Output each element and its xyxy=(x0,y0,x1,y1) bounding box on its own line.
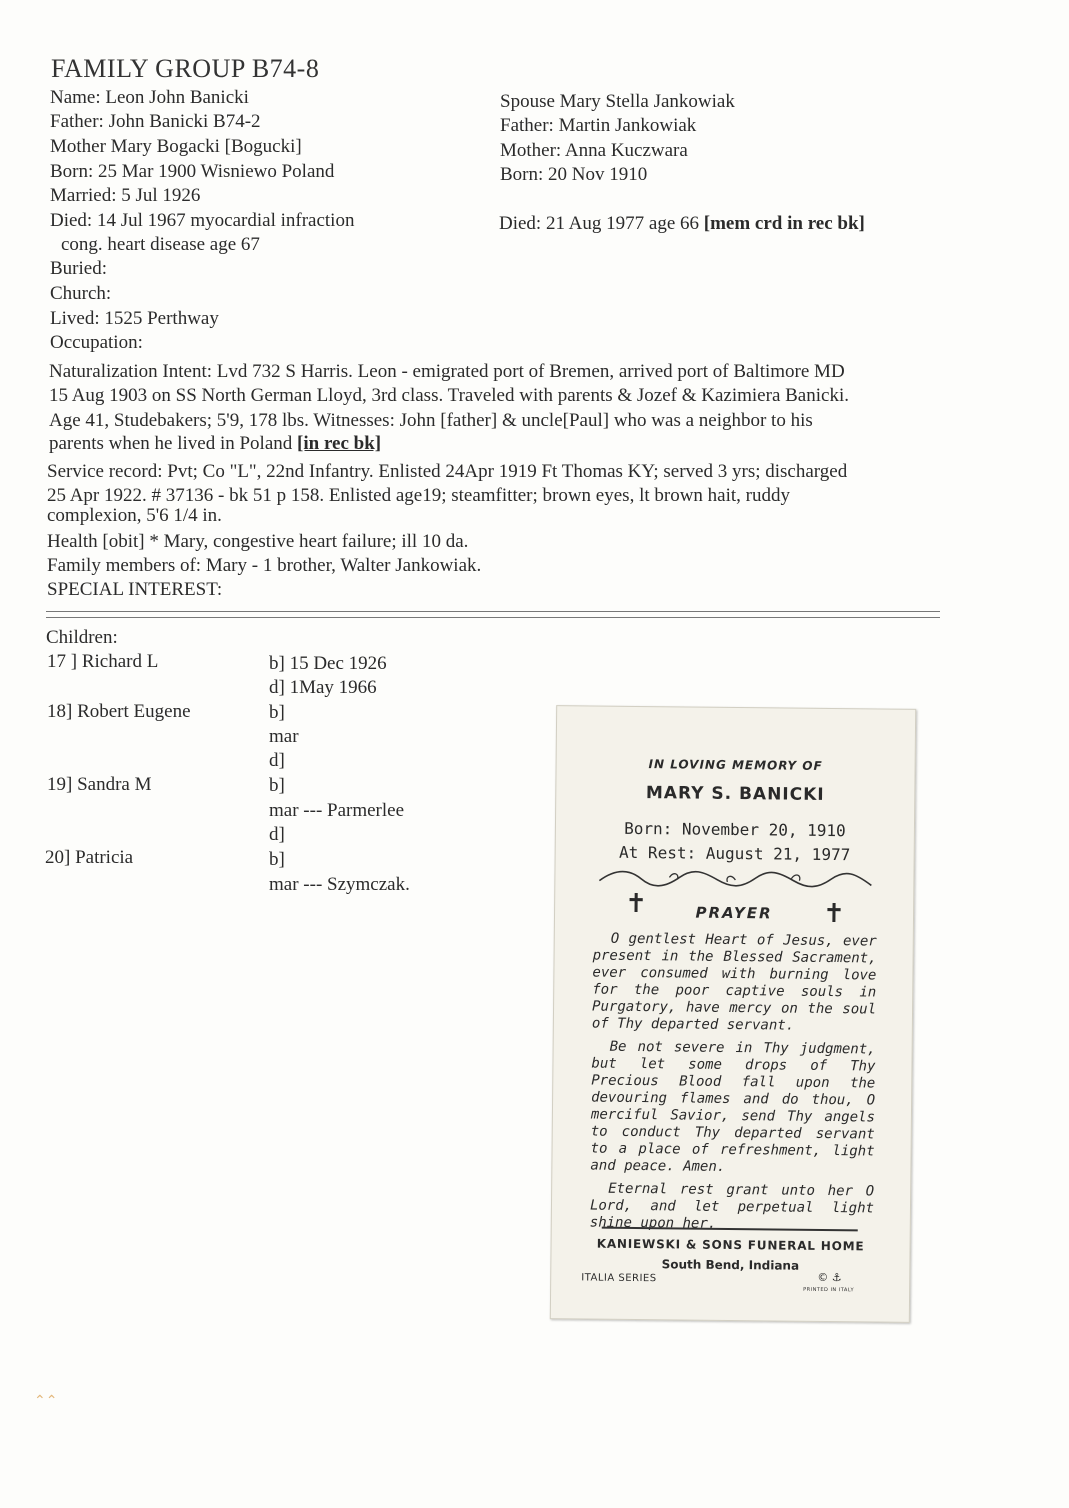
card-series: ITALIA SERIES xyxy=(581,1272,657,1285)
prayer-paragraph: Be not severe in Thy judgment, but let some drops of Thy Precious Blood fall upon the devouring flames and do thou, O merciful Savior, send Thy angels to conduct Thy departed servant to a place of refreshment, light and peace. Amen. xyxy=(590,1038,876,1175)
card-at-rest: At Rest: August 21, 1977 xyxy=(618,842,851,865)
child-name: 17 ] Richard L xyxy=(47,651,159,672)
card-header: IN LOVING MEMORY OF xyxy=(648,757,823,773)
husband-died-cause: cong. heart disease age 67 xyxy=(61,234,260,255)
child-detail: mar xyxy=(269,726,299,747)
naturalization-line-4 xyxy=(49,432,381,456)
naturalization-line-3: Age 41, Studebakers; 5'9, 178 lbs. Witnesses: John [father] & uncle[Paul] who was a neighbor to his xyxy=(49,410,813,431)
service-line-1: Service record: Pvt; Co "L", 22nd Infantry. Enlisted 24Apr 1919 Ft Thomas KY; served 3 yrs; discharged xyxy=(47,461,848,482)
husband-buried: Buried: xyxy=(50,258,107,279)
memorial-card xyxy=(550,705,916,1323)
child-detail: d] xyxy=(269,824,285,845)
husband-mother: Mother Mary Bogacki [Bogucki] xyxy=(50,136,302,157)
card-city: South Bend, Indiana xyxy=(661,1257,800,1273)
children-label: Children: xyxy=(46,627,118,648)
rec-bk-link[interactable]: [in rec bk] xyxy=(297,433,382,454)
naturalization-text: parents when he lived in Poland xyxy=(49,433,298,454)
spouse-died-note: [mem crd in rec bk] xyxy=(703,213,865,234)
husband-name: Name: Leon John Banicki xyxy=(50,87,249,108)
husband-church: Church: xyxy=(50,283,112,304)
naturalization-line-2: 15 Aug 1903 on SS North German Lloyd, 3rd class. Traveled with parents & Jozef & Kazimiera Banicki. xyxy=(49,385,849,406)
special-interest-label: SPECIAL INTEREST: xyxy=(47,579,223,600)
child-detail: b] xyxy=(269,849,285,870)
family-members-line: Family members of: Mary - 1 brother, Walter Jankowiak. xyxy=(47,555,482,576)
health-line: Health [obit] * Mary, congestive heart failure; ill 10 da. xyxy=(47,531,469,552)
husband-lived: Lived: 1525 Perthway xyxy=(50,308,219,329)
naturalization-line-1: Naturalization Intent: Lvd 732 S Harris. Leon - emigrated port of Bremen, arrived port of Baltimore MD xyxy=(49,361,845,382)
spouse-died: Died: 21 Aug 1977 age 66 xyxy=(499,213,704,234)
prayer-paragraph: Eternal rest grant unto her O Lord, and let perpetual light shine upon her. xyxy=(589,1180,875,1232)
husband-born: Born: 25 Mar 1900 Wisniewo Poland xyxy=(50,161,335,182)
cross-icon: ✝ xyxy=(624,888,648,920)
prayer-paragraph: O gentlest Heart of Jesus, ever present in the Blessed Sacrament, ever consumed with burning love for the poor captive souls in Purgatory, have mercy on the soul of Thy departed servant. xyxy=(591,930,877,1034)
spouse-born: Born: 20 Nov 1910 xyxy=(500,164,648,185)
spouse-name: Spouse Mary Stella Jankowiak xyxy=(500,91,735,112)
child-detail: b] 15 Dec 1926 xyxy=(269,653,387,674)
card-prayer-text xyxy=(590,931,877,1241)
service-line-3: complexion, 5'6 1/4 in. xyxy=(47,505,222,526)
husband-died: Died: 14 Jul 1967 myocardial infraction xyxy=(50,210,355,231)
child-detail: d] 1May 1966 xyxy=(269,677,377,698)
husband-occupation: Occupation: xyxy=(50,332,143,353)
service-line-2: 25 Apr 1922. # 37136 - bk 51 p 158. Enlisted age19; steamfitter; brown eyes, lt brown hait, ruddy xyxy=(47,485,790,506)
page-title: FAMILY GROUP B74-8 xyxy=(51,54,320,83)
child-name: 19] Sandra M xyxy=(47,774,152,795)
child-name: 18] Robert Eugene xyxy=(47,701,191,722)
child-detail: b] xyxy=(269,775,285,796)
paper-speck-mark: ⌃⌃ xyxy=(34,1394,58,1409)
cross-icon: ✝ xyxy=(822,898,846,930)
husband-married: Married: 5 Jul 1926 xyxy=(50,185,201,206)
spouse-father: Father: Martin Jankowiak xyxy=(500,115,697,136)
double-rule-divider xyxy=(46,611,940,618)
spouse-died-line xyxy=(499,212,865,236)
card-deceased-name: MARY S. BANICKI xyxy=(645,783,825,805)
child-detail: b] xyxy=(269,702,285,723)
child-detail: mar --- Szymczak. xyxy=(269,874,410,895)
copyright-anchor-icon: © ⚓ xyxy=(817,1270,842,1285)
card-funeral-home: KANIEWSKI & SONS FUNERAL HOME xyxy=(596,1236,865,1254)
card-prayer-title: PRAYER xyxy=(695,903,773,923)
spouse-mother: Mother: Anna Kuczwara xyxy=(500,140,688,161)
card-born: Born: November 20, 1910 xyxy=(624,818,846,841)
card-printed-note: PRINTED IN ITALY xyxy=(803,1286,855,1294)
husband-father: Father: John Banicki B74-2 xyxy=(50,111,261,132)
child-name: 20] Patricia xyxy=(45,847,134,868)
child-detail: d] xyxy=(269,750,285,771)
child-detail: mar --- Parmerlee xyxy=(269,800,405,821)
